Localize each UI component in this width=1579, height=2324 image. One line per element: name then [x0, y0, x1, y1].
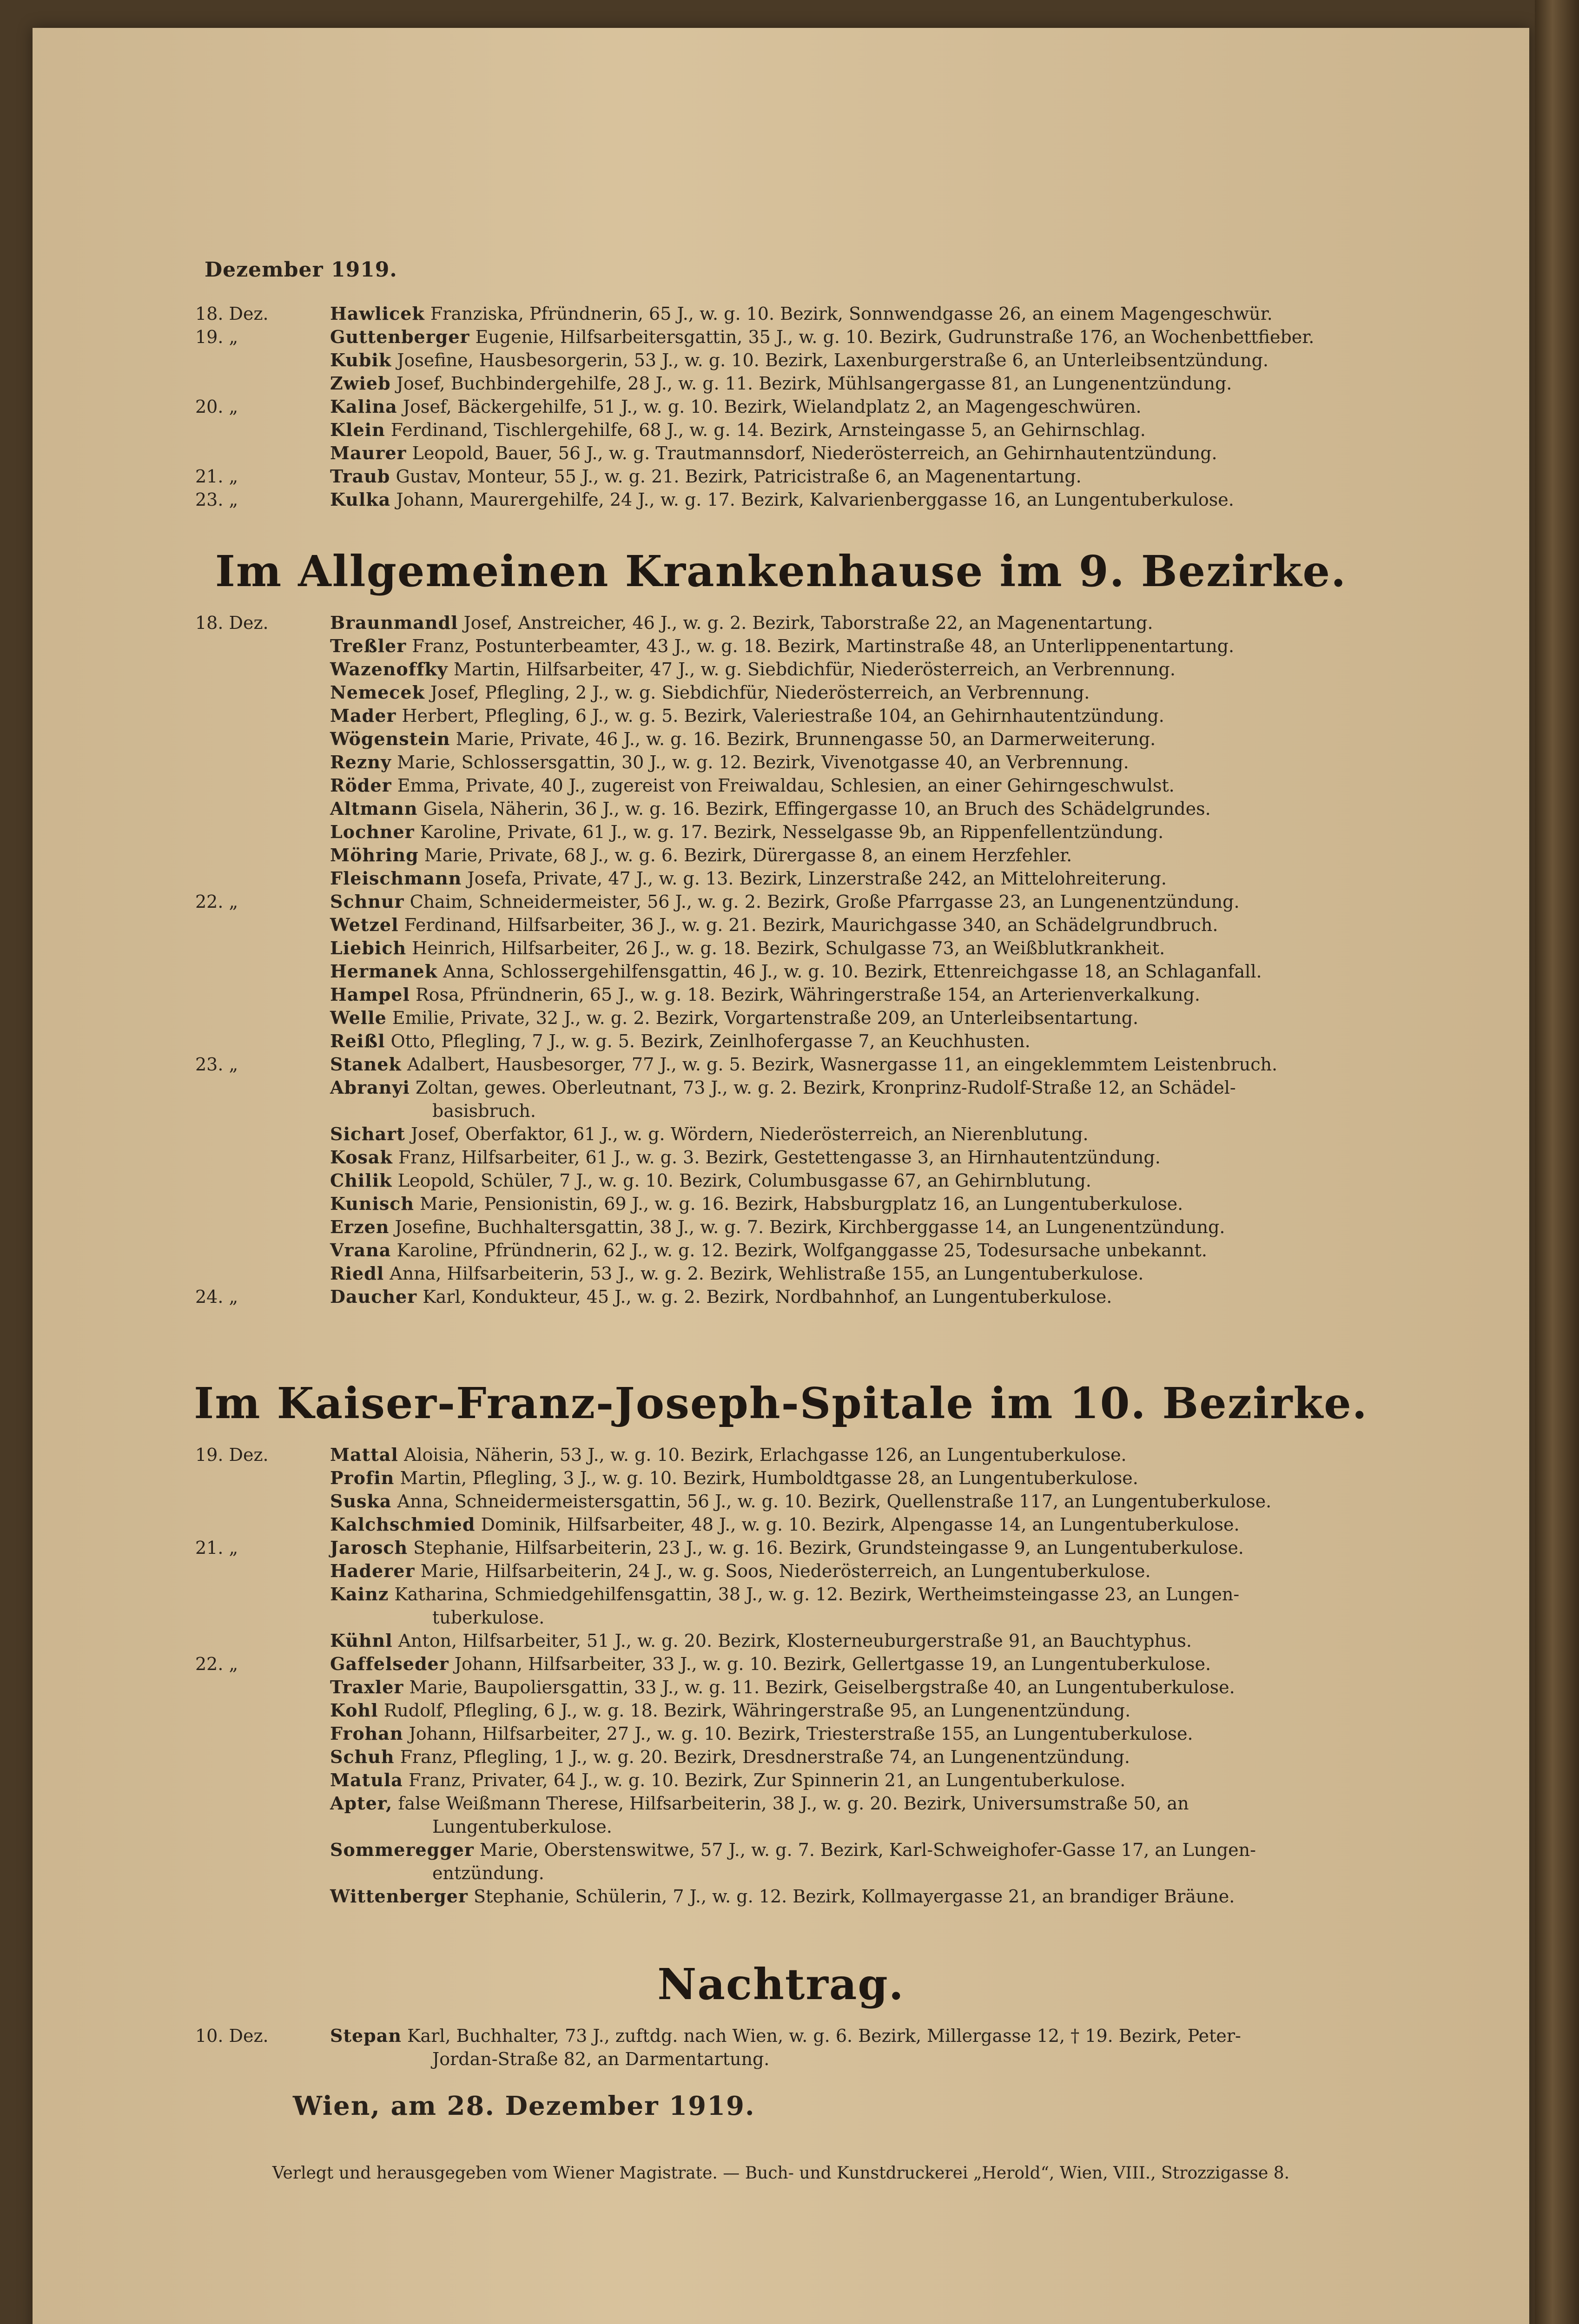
death-entry [33, 774, 1529, 797]
deceased-name: Wetzel [330, 914, 399, 935]
death-entry [33, 349, 1529, 372]
entry-text [330, 418, 1492, 442]
deceased-name: Kohl [330, 1700, 378, 1721]
entry-text [330, 302, 1492, 325]
entry-details: Leopold, Schüler, 7 J., w. g. 10. Bezirk, Columbusgasse 67, an Gehirnblutung. [397, 1170, 1091, 1191]
death-entry [33, 302, 1529, 325]
entry-details: Josefine, Hausbesorgerin, 53 J., w. g. 10. Bezirk, Laxenburgerstraße 6, an Unterleibsentzündung. [397, 350, 1268, 370]
entry-date: 19. Dez. [195, 1445, 269, 1465]
death-entry [33, 1676, 1529, 1699]
entry-details: Josef, Anstreicher, 46 J., w. g. 2. Bezirk, Taborstraße 22, an Magenentartung. [463, 613, 1153, 633]
deceased-name: Erzen [330, 1216, 390, 1237]
deceased-name: Jarosch [330, 1537, 408, 1558]
deceased-name: Kunisch [330, 1193, 415, 1214]
death-entry [33, 1699, 1529, 1722]
death-entry [33, 634, 1529, 658]
deceased-name: Traub [330, 466, 390, 487]
entry-text [330, 1792, 1492, 1838]
entry-text [330, 681, 1492, 704]
entry-details: Johann, Hilfsarbeiter, 27 J., w. g. 10. Bezirk, Triesterstraße 155, an Lungentuberkulose. [409, 1723, 1193, 1744]
entry-details: Franz, Pflegling, 1 J., w. g. 20. Bezirk, Dresdnerstraße 74, an Lungenentzündung. [400, 1747, 1130, 1767]
entry-text [330, 890, 1492, 913]
deceased-name: Traxler [330, 1677, 404, 1697]
section-heading-1: Im Allgemeinen Krankenhause im 9. Bezirke. [215, 546, 1347, 596]
death-entry [33, 1030, 1529, 1053]
death-entry [33, 1262, 1529, 1285]
entry-text [330, 1722, 1492, 1745]
death-list-2 [33, 611, 1529, 1308]
deceased-name: Chilik [330, 1170, 392, 1191]
death-entry [33, 442, 1529, 465]
entry-text [330, 1513, 1492, 1536]
entry-details: Gustav, Monteur, 55 J., w. g. 21. Bezirk, Patricistraße 6, an Magenentartung. [396, 466, 1082, 487]
death-entry [33, 1745, 1529, 1769]
entry-date: 10. Dez. [195, 2026, 269, 2046]
entry-text [330, 1652, 1492, 1676]
death-entry [33, 465, 1529, 488]
entry-details: Karoline, Pfründnerin, 62 J., w. g. 12. Bezirk, Wolfganggasse 25, Todesursache unbekannt. [396, 1240, 1207, 1261]
entry-text [330, 1053, 1492, 1076]
entry-details: Franz, Hilfsarbeiter, 61 J., w. g. 3. Bezirk, Gestettengasse 3, an Hirnhautentzündung. [398, 1147, 1161, 1168]
death-entry [33, 1490, 1529, 1513]
death-entry [33, 1792, 1529, 1838]
entry-text [330, 1146, 1492, 1169]
deceased-name: Kubik [330, 350, 392, 370]
entry-text [330, 1443, 1492, 1466]
entry-details: Rosa, Pfründnerin, 65 J., w. g. 18. Bezirk, Währingerstraße 154, an Arterienverkalkung. [416, 984, 1200, 1005]
entry-text [330, 937, 1492, 960]
entry-details: Marie, Private, 68 J., w. g. 6. Bezirk, Dürergasse 8, an einem Herzfehler. [424, 845, 1072, 865]
death-entry [33, 1466, 1529, 1490]
entry-text [330, 727, 1492, 751]
entry-details: Dominik, Hilfsarbeiter, 48 J., w. g. 10. Bezirk, Alpengasse 14, an Lungentuberkulose. [481, 1514, 1240, 1535]
death-entry [33, 611, 1529, 634]
entry-text [330, 634, 1492, 658]
entry-text [330, 465, 1492, 488]
entry-details: Marie, Oberstenswitwe, 57 J., w. g. 7. Bezirk, Karl-Schweighofer-Gasse 17, an Lungen- [480, 1840, 1256, 1860]
entry-continuation: basisbruch. [432, 1101, 536, 1121]
entry-details: Otto, Pflegling, 7 J., w. g. 5. Bezirk, Zeinlhofergasse 7, an Keuchhusten. [390, 1031, 1031, 1051]
deceased-name: Vrana [330, 1240, 391, 1261]
deceased-name: Welle [330, 1007, 387, 1028]
entry-details: Stephanie, Hilfsarbeiterin, 23 J., w. g. 16. Bezirk, Grundsteingasse 9, an Lungentuberkulose. [413, 1538, 1244, 1558]
entry-details: Marie, Hilfsarbeiterin, 24 J., w. g. Soos, Niederösterreich, an Lungentuberkulose. [420, 1561, 1151, 1581]
death-entry [33, 2024, 1529, 2071]
death-entry [33, 1192, 1529, 1215]
death-entry [33, 844, 1529, 867]
death-entry [33, 913, 1529, 937]
entry-details: Zoltan, gewes. Oberleutnant, 73 J., w. g. 2. Bezirk, Kronprinz-Rudolf-Straße 12, an Schädel- [415, 1077, 1236, 1098]
entry-text [330, 1676, 1492, 1699]
entry-date: 22. „ [195, 891, 238, 912]
entry-details: Franziska, Pfründnerin, 65 J., w. g. 10. Bezirk, Sonnwendgasse 26, an einem Magengeschwür. [430, 304, 1273, 324]
deceased-name: Kosak [330, 1147, 393, 1168]
entry-text [330, 751, 1492, 774]
entry-details: Josef, Pflegling, 2 J., w. g. Siebdichfür, Niederösterreich, an Verbrennung. [430, 682, 1090, 703]
entry-details: Adalbert, Hausbesorger, 77 J., w. g. 5. Bezirk, Wasnergasse 11, an eingeklemmtem Leistenbruch. [407, 1054, 1278, 1075]
deceased-name: Frohan [330, 1723, 403, 1744]
deceased-name: Altmann [330, 798, 418, 819]
deceased-name: Mattal [330, 1444, 398, 1465]
entry-text [330, 1745, 1492, 1769]
publisher-footer: Verlegt und herausgegeben vom Wiener Magistrate. — Buch- und Kunstdruckerei „Herold“, Wien, VIII., Strozzigasse 8. [272, 2164, 1290, 2183]
entry-text [330, 820, 1492, 844]
deceased-name: Wögenstein [330, 728, 450, 749]
entry-text [330, 325, 1492, 349]
death-entry [33, 983, 1529, 1006]
entry-date: 21. „ [195, 1538, 238, 1558]
death-entry [33, 1239, 1529, 1262]
death-entry [33, 1652, 1529, 1676]
entry-text [330, 774, 1492, 797]
entry-details: Gisela, Näherin, 36 J., w. g. 16. Bezirk, Effingergasse 10, an Bruch des Schädelgrundes. [423, 799, 1211, 819]
death-entry [33, 372, 1529, 395]
entry-details: Aloisia, Näherin, 53 J., w. g. 10. Bezirk, Erlachgasse 126, an Lungentuberkulose. [403, 1445, 1127, 1465]
deceased-name: Schnur [330, 891, 404, 912]
entry-details: Marie, Baupoliersgattin, 33 J., w. g. 11. Bezirk, Geiselbergstraße 40, an Lungentuberkulose. [409, 1677, 1235, 1697]
death-entry [33, 704, 1529, 727]
month-heading: Dezember 1919. [205, 258, 397, 282]
death-entry [33, 1838, 1529, 1885]
death-entry [33, 1006, 1529, 1030]
deceased-name: Wazenoffky [330, 659, 448, 680]
death-entry [33, 820, 1529, 844]
entry-text [330, 867, 1492, 890]
binding-edge [1535, 0, 1579, 2324]
death-list-4 [33, 2024, 1529, 2071]
deceased-name: Haderer [330, 1560, 415, 1581]
death-entry [33, 325, 1529, 349]
death-entry [33, 960, 1529, 983]
entry-details: Franz, Postunterbeamter, 43 J., w. g. 18. Bezirk, Martinstraße 48, an Unterlippenentartung. [412, 636, 1235, 656]
deceased-name: Stanek [330, 1054, 402, 1075]
entry-details: Marie, Private, 46 J., w. g. 16. Bezirk, Brunnengasse 50, an Darmerweiterung. [456, 729, 1156, 749]
entry-details: Marie, Pensionistin, 69 J., w. g. 16. Bezirk, Habsburgplatz 16, an Lungentuberkulose. [420, 1194, 1183, 1214]
deceased-name: Lochner [330, 821, 415, 842]
entry-details: Martin, Pflegling, 3 J., w. g. 10. Bezirk, Humboldtgasse 28, an Lungentuberkulose. [400, 1468, 1138, 1488]
entry-date: 21. „ [195, 466, 238, 487]
entry-text [330, 1285, 1492, 1308]
entry-details: Johann, Maurergehilfe, 24 J., w. g. 17. Bezirk, Kalvarienberggasse 16, an Lungentuberkulose. [396, 489, 1234, 510]
deceased-name: Kainz [330, 1584, 389, 1604]
death-entry [33, 1885, 1529, 1908]
deceased-name: Möhring [330, 845, 419, 865]
death-entry [33, 1583, 1529, 1629]
entry-text [330, 1466, 1492, 1490]
entry-text [330, 1169, 1492, 1192]
entry-text [330, 1536, 1492, 1559]
death-entry [33, 1629, 1529, 1652]
death-entry [33, 681, 1529, 704]
death-entry [33, 1122, 1529, 1146]
deceased-name: Hawlicek [330, 303, 425, 324]
entry-continuation: Jordan-Straße 82, an Darmentartung. [432, 2049, 770, 2069]
deceased-name: Kulka [330, 489, 391, 510]
entry-text [330, 1076, 1492, 1122]
entry-details: Eugenie, Hilfsarbeitersgattin, 35 J., w. g. 10. Bezirk, Gudrunstraße 176, an Wochenbettfieber. [475, 327, 1315, 347]
deceased-name: Sichart [330, 1123, 405, 1144]
entry-text [330, 1490, 1492, 1513]
document-page [33, 28, 1529, 2324]
entry-details: Emilie, Private, 32 J., w. g. 2. Bezirk, Vorgartenstraße 209, an Unterleibsentartung. [392, 1008, 1139, 1028]
entry-date: 22. „ [195, 1654, 238, 1674]
deceased-name: Hampel [330, 984, 410, 1005]
entry-details: Josefine, Buchhaltersgattin, 38 J., w. g. 7. Bezirk, Kirchberggasse 14, an Lungenentzündung. [395, 1217, 1225, 1237]
deceased-name: Kühnl [330, 1630, 393, 1651]
entry-text [330, 1239, 1492, 1262]
entry-text [330, 488, 1492, 511]
entry-details: Josef, Buchbindergehilfe, 28 J., w. g. 11. Bezirk, Mühlsangergasse 81, an Lungenentzündung. [396, 373, 1232, 394]
death-entry [33, 1559, 1529, 1583]
death-entry [33, 395, 1529, 418]
deceased-name: Apter, [330, 1793, 393, 1814]
entry-details: Ferdinand, Hilfsarbeiter, 36 J., w. g. 21. Bezirk, Maurichgasse 340, an Schädelgrundbruch. [404, 915, 1218, 935]
entry-text [330, 1559, 1492, 1583]
death-entry [33, 751, 1529, 774]
death-entry [33, 1146, 1529, 1169]
entry-text [330, 704, 1492, 727]
death-entry [33, 1513, 1529, 1536]
deceased-name: Fleischmann [330, 868, 462, 889]
entry-details: Heinrich, Hilfsarbeiter, 26 J., w. g. 18. Bezirk, Schulgasse 73, an Weißblutkrankheit. [412, 938, 1165, 958]
death-entry [33, 488, 1529, 511]
deceased-name: Gaffelseder [330, 1653, 449, 1674]
entry-text [330, 1006, 1492, 1030]
entry-details: Karl, Buchhalter, 73 J., zuftdg. nach Wien, w. g. 6. Bezirk, Millergasse 12, † 19. Bezirk, Peter- [407, 2026, 1241, 2046]
death-entry [33, 937, 1529, 960]
closing-line: Wien, am 28. Dezember 1919. [293, 2091, 755, 2121]
entry-text [330, 960, 1492, 983]
entry-text [330, 372, 1492, 395]
entry-details: Leopold, Bauer, 56 J., w. g. Trautmannsdorf, Niederösterreich, an Gehirnhautentzündung. [412, 443, 1217, 463]
entry-date: 18. Dez. [195, 304, 269, 324]
entry-details: Marie, Schlossersgattin, 30 J., w. g. 12. Bezirk, Vivenotgasse 40, an Verbrennung. [397, 752, 1129, 772]
entry-details: Franz, Privater, 64 J., w. g. 10. Bezirk, Zur Spinnerin 21, an Lungentuberkulose. [409, 1770, 1126, 1790]
entry-details: Karoline, Private, 61 J., w. g. 17. Bezirk, Nesselgasse 9b, an Rippenfellentzündung. [420, 822, 1164, 842]
entry-text [330, 1699, 1492, 1722]
death-entry [33, 1443, 1529, 1466]
death-entry [33, 658, 1529, 681]
deceased-name: Kalchschmied [330, 1514, 476, 1535]
death-entry [33, 1053, 1529, 1076]
deceased-name: Guttenberger [330, 326, 470, 347]
deceased-name: Reißl [330, 1030, 385, 1051]
entry-details: Josef, Bäckergehilfe, 51 J., w. g. 10. Bezirk, Wielandplatz 2, an Magengeschwüren. [403, 396, 1142, 417]
deceased-name: Mader [330, 705, 396, 726]
death-entry [33, 418, 1529, 442]
deceased-name: Treßler [330, 635, 407, 656]
entry-details: Anna, Hilfsarbeiterin, 53 J., w. g. 2. Bezirk, Wehlistraße 155, an Lungentuberkulose. [390, 1263, 1144, 1284]
entry-details: Anton, Hilfsarbeiter, 51 J., w. g. 20. Bezirk, Klosterneuburgerstraße 91, an Bauchtyphus. [398, 1631, 1192, 1651]
deceased-name: Profin [330, 1467, 395, 1488]
entry-details: Johann, Hilfsarbeiter, 33 J., w. g. 10. Bezirk, Gellertgasse 19, an Lungentuberkulose. [454, 1654, 1211, 1674]
death-entry [33, 797, 1529, 820]
deceased-name: Nemecek [330, 682, 425, 703]
entry-text [330, 1583, 1492, 1629]
death-entry [33, 1769, 1529, 1792]
entry-text [330, 1769, 1492, 1792]
deceased-name: Schuh [330, 1746, 395, 1767]
entry-text [330, 844, 1492, 867]
section-heading-3: Nachtrag. [657, 1959, 905, 2009]
entry-details: Chaim, Schneidermeister, 56 J., w. g. 2. Bezirk, Große Pfarrgasse 23, an Lungenentzündung. [410, 891, 1240, 912]
section-heading-2: Im Kaiser-Franz-Joseph-Spitale im 10. Bezirke. [194, 1378, 1368, 1428]
deceased-name: Liebich [330, 938, 407, 958]
entry-date: 19. „ [195, 327, 238, 347]
death-list-1 [33, 302, 1529, 511]
deceased-name: Stepan [330, 2025, 402, 2046]
entry-date: 20. „ [195, 396, 238, 417]
deceased-name: Abranyi [330, 1077, 410, 1098]
death-entry [33, 890, 1529, 913]
entry-text [330, 1885, 1492, 1908]
entry-text [330, 983, 1492, 1006]
deceased-name: Zwieb [330, 373, 391, 394]
death-entry [33, 1285, 1529, 1308]
entry-details: Anna, Schlossergehilfensgattin, 46 J., w. g. 10. Bezirk, Ettenreichgasse 18, an Schlaganfall. [443, 961, 1262, 982]
entry-details: Josef, Oberfaktor, 61 J., w. g. Wördern, Niederösterreich, an Nierenblutung. [410, 1124, 1089, 1144]
entry-text [330, 658, 1492, 681]
deceased-name: Matula [330, 1769, 403, 1790]
deceased-name: Wittenberger [330, 1886, 468, 1907]
deceased-name: Daucher [330, 1286, 417, 1307]
death-entry [33, 1169, 1529, 1192]
deceased-name: Riedl [330, 1263, 384, 1284]
entry-text [330, 1030, 1492, 1053]
entry-details: Emma, Private, 40 J., zugereist von Freiwaldau, Schlesien, an einer Gehirngeschwulst. [397, 775, 1175, 796]
entry-date: 23. „ [195, 489, 238, 510]
entry-details: Martin, Hilfsarbeiter, 47 J., w. g. Siebdichfür, Niederösterreich, an Verbrennung. [453, 659, 1176, 680]
death-entry [33, 1536, 1529, 1559]
entry-details: Karl, Kondukteur, 45 J., w. g. 2. Bezirk, Nordbahnhof, an Lungentuberkulose. [423, 1287, 1112, 1307]
entry-details: false Weißmann Therese, Hilfsarbeiterin, 38 J., w. g. 20. Bezirk, Universumstraße 50, an [398, 1793, 1189, 1814]
entry-text [330, 1629, 1492, 1652]
death-list-3 [33, 1443, 1529, 1908]
entry-details: Ferdinand, Tischlergehilfe, 68 J., w. g. 14. Bezirk, Arnsteingasse 5, an Gehirnschlag. [390, 420, 1146, 440]
entry-text [330, 2024, 1492, 2071]
entry-text [330, 395, 1492, 418]
entry-text [330, 1192, 1492, 1215]
entry-text [330, 442, 1492, 465]
entry-details: Josefa, Private, 47 J., w. g. 13. Bezirk, Linzerstraße 242, an Mittelohreiterung. [467, 868, 1167, 889]
deceased-name: Maurer [330, 442, 407, 463]
entry-continuation: Lungentuberkulose. [432, 1816, 612, 1837]
entry-details: Katharina, Schmiedgehilfensgattin, 38 J., w. g. 12. Bezirk, Wertheimsteingasse 23, an Lungen- [394, 1584, 1240, 1604]
death-entry [33, 1076, 1529, 1122]
entry-text [330, 797, 1492, 820]
entry-date: 24. „ [195, 1287, 238, 1307]
death-entry [33, 1215, 1529, 1239]
entry-date: 18. Dez. [195, 613, 269, 633]
death-entry [33, 867, 1529, 890]
death-entry [33, 1722, 1529, 1745]
entry-text [330, 611, 1492, 634]
entry-details: Stephanie, Schülerin, 7 J., w. g. 12. Bezirk, Kollmayergasse 21, an brandiger Bräune. [473, 1886, 1235, 1907]
entry-text [330, 349, 1492, 372]
entry-text [330, 1838, 1492, 1885]
deceased-name: Sommeregger [330, 1839, 474, 1860]
deceased-name: Braunmandl [330, 612, 458, 633]
entry-continuation: entzündung. [432, 1863, 544, 1883]
entry-text [330, 1262, 1492, 1285]
deceased-name: Suska [330, 1491, 392, 1512]
entry-details: Herbert, Pflegling, 6 J., w. g. 5. Bezirk, Valeriestraße 104, an Gehirnhautentzündung. [402, 706, 1164, 726]
death-entry [33, 727, 1529, 751]
deceased-name: Rezny [330, 752, 392, 772]
entry-details: Rudolf, Pflegling, 6 J., w. g. 18. Bezirk, Währingerstraße 95, an Lungenentzündung. [383, 1700, 1131, 1721]
entry-details: Anna, Schneidermeistersgattin, 56 J., w. g. 10. Bezirk, Quellenstraße 117, an Lungentuberkulose. [397, 1491, 1272, 1512]
entry-text [330, 913, 1492, 937]
entry-text [330, 1215, 1492, 1239]
deceased-name: Röder [330, 775, 392, 796]
entry-continuation: tuberkulose. [432, 1607, 545, 1628]
entry-date: 23. „ [195, 1054, 238, 1075]
deceased-name: Hermanek [330, 961, 438, 982]
deceased-name: Klein [330, 419, 385, 440]
deceased-name: Kalina [330, 396, 397, 417]
entry-text [330, 1122, 1492, 1146]
